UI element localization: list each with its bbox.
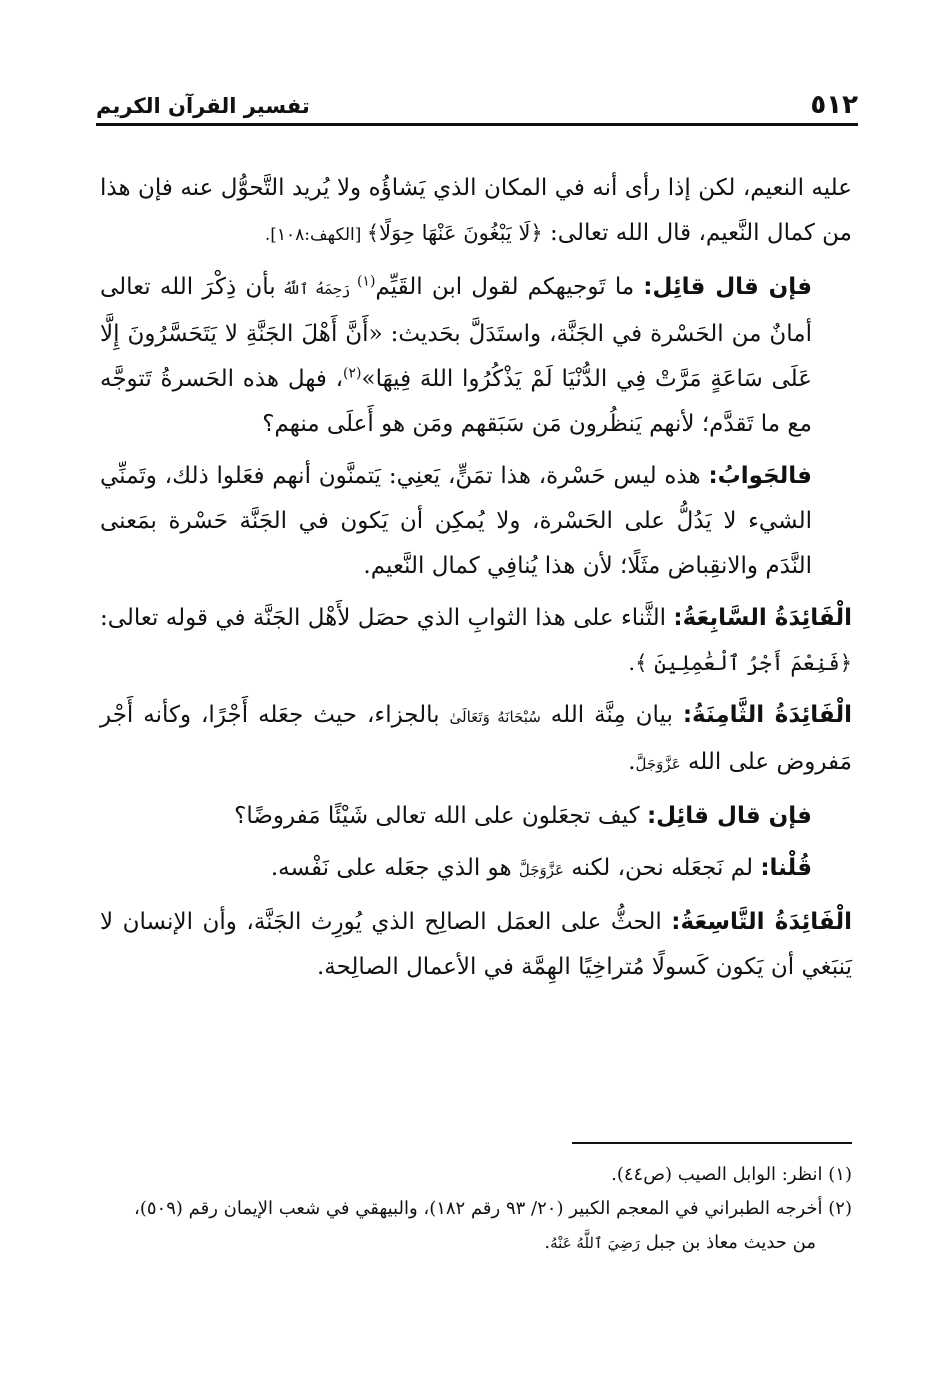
- paragraph-7-text-b: هو الذي جعَله على نَفْسه.: [270, 855, 519, 881]
- footnote-marker-1: (١): [356, 273, 376, 290]
- paragraph-1: [100, 166, 852, 258]
- paragraph-1-text: عليه النعيم، لكن إذا رأى أنه في المكان الذي يَشاؤُه ولا يُريد التَّحوُّل عنه فإن هذا من كمال النَّعيم، قال الله تعالى:: [100, 175, 852, 246]
- footnote-2-continuation: [100, 1226, 852, 1260]
- paragraph-5: [100, 693, 852, 787]
- footnote-2-end: .: [544, 1232, 551, 1253]
- paragraph-5-text-c: .: [628, 749, 636, 775]
- quran-verse: ﴿فَنِعْمَ أَجْرُ ٱلْعَٰمِلِينَ ﴾.: [628, 651, 852, 675]
- paragraph-7-text-a: لم نَجعَله نحن، لكنه: [564, 855, 761, 881]
- page-number: ٥١٢: [810, 90, 858, 120]
- benefit-9-lead: الْفَائِدَةُ التَّاسِعَةُ:: [671, 909, 852, 935]
- quran-verse: ﴿لَا يَبْغُونَ عَنْهَا حِوَلًا﴾: [366, 221, 543, 245]
- question-lead: فإن قال قائِل:: [643, 274, 813, 300]
- question-lead: فإن قال قائِل:: [646, 803, 812, 829]
- footnote-1: (١) انظر: الوابل الصيب (ص٤٤).: [611, 1164, 852, 1185]
- paragraph-8: [100, 900, 852, 990]
- paragraph-5-text-b: بالجزاء، حيث جعَله أَجْرًا، وكأنه أَجْر مَفروض على الله: [100, 702, 852, 775]
- main-text: [100, 166, 852, 997]
- paragraph-6: [100, 794, 852, 839]
- answer-lead: فالجَوابُ:: [708, 463, 812, 489]
- honorific-phrase: عَزَّوَجَلَّ: [518, 861, 564, 879]
- paragraph-8-text: الحثُّ على العمَل الصالِح الذي يُورِث الجَنَّة، وأن الإنسان لا يَنبَغي أن يَكون كَسولًا مُتراخِيًا الهِمَّة في الأعمال الصالِحة.: [100, 909, 852, 980]
- answer-lead: قُلْنا:: [760, 855, 812, 881]
- paragraph-6-text: كيف تجعَلون على الله تعالى شَيْئًا مَفروضًا؟: [234, 803, 647, 829]
- paragraph-3: [100, 454, 852, 589]
- paragraph-5-text-a: بيان مِنَّة الله: [540, 702, 683, 728]
- paragraph-3-text: هذه ليس حَسْرة، هذا تمَنٍّ، يَعنِي: يَتمنَّون أنهم فعَلوا ذلك، وتَمنِّي الشيء لا يَدُلُّ على الحَسْرة، ولا يُمكِن أن يَكون في الجَنَّة حَسْرة بمَعنى النَّدَم والانقِباض مثَلًا؛ لأن هذا يُنافِي كمال النَّعيم.: [100, 463, 812, 579]
- paragraph-2-text-a: ما تَوجيهكم لقول ابن القَيِّم: [375, 274, 644, 300]
- running-header: [96, 84, 858, 120]
- paragraph-4: [100, 596, 852, 686]
- footnote-marker-2: (٢): [343, 365, 362, 382]
- benefit-7-lead: الْفَائِدَةُ السَّابِعَةُ:: [673, 605, 852, 631]
- paragraph-2: [100, 265, 852, 447]
- paragraph-2-text-b: بأن ذِكْرَ الله تعالى أمانٌ من الحَسْرة في الجَنَّة، واستَدَلَّ بحَديث: «أَنَّ أَهْلَ الجَنَّةِ لا يَتَحَسَّرُونَ إِلَّا عَلَى سَاعَةٍ مَرَّتْ فِي الدُّنْيَا لَمْ يَذْكُرُوا اللهَ فِيهَا»: [100, 274, 812, 392]
- honorific-phrase: عَزَّوَجَلَّ: [635, 755, 681, 773]
- honorific-phrase: رَضِيَ ٱللَّهُ عَنْهُ: [550, 1234, 641, 1252]
- book-title: تفسير القرآن الكريم: [96, 94, 310, 118]
- header-rule: [96, 123, 858, 126]
- honorific-phrase: رَحِمَهُ ٱللَّهُ: [275, 280, 357, 298]
- footnote-2: (٢) أخرجه الطبراني في المعجم الكبير (٢٠/ ٩٣ رقم ١٨٢)، والبيهقي في شعب الإيمان رقم (٥٠٩)،: [134, 1198, 852, 1219]
- paragraph-4-text: الثَّناء على هذا الثوابِ الذي حصَل لأَهْل الجَنَّة في قوله تعالى:: [100, 605, 674, 631]
- verse-reference: [الكهف:١٠٨].: [264, 225, 367, 245]
- benefit-8-lead: الْفَائِدَةُ الثَّامِنَةُ:: [682, 702, 852, 728]
- footnote-2-continuation-text: من حديث معاذ بن جبل: [640, 1232, 816, 1253]
- paragraph-7: [100, 846, 852, 893]
- honorific-phrase: سُبْحَانَهُ وَتَعَالَىٰ: [449, 708, 541, 726]
- paragraph-2-text-c: ، فهل هذه الحَسرةُ تَتوجَّه مع ما تَقدَّم؛ لأنهم يَنظُرون مَن سَبَقهم ومَن هو أَعلَى منهم؟: [100, 366, 812, 437]
- footnotes: [100, 1158, 852, 1260]
- footnote-separator: [572, 1142, 852, 1144]
